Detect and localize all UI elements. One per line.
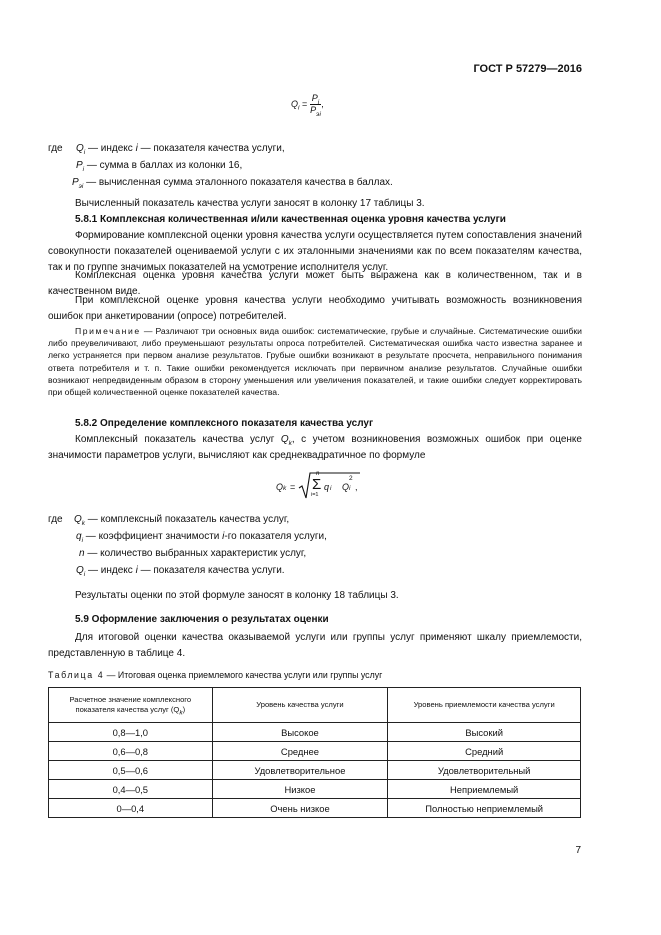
paragraph-4: При комплексной оценке уровня качества услуги необходимо учитывать возможность возникновения ошибок при анкетировании (опросе) потребителей. bbox=[48, 295, 582, 322]
note-label: Примечание bbox=[75, 326, 141, 336]
table-cell: 0,6—0,8 bbox=[49, 742, 213, 761]
paragraph-1: Вычисленный показатель качества услуги заносят в колонку 17 таблицы 3. bbox=[75, 198, 425, 209]
table-cell: Высокое bbox=[212, 723, 388, 742]
formula-1-den: P bbox=[310, 105, 317, 115]
table-cell: Очень низкое bbox=[212, 799, 388, 818]
table-header-cell: Уровень качества услуги bbox=[212, 688, 388, 723]
table-row bbox=[49, 742, 581, 761]
page-number: 7 bbox=[575, 845, 581, 856]
table-cell: Удовлетворительное bbox=[212, 761, 388, 780]
table-cell: Средний bbox=[388, 742, 581, 761]
formula-1-num-sub: i bbox=[317, 98, 320, 106]
table-cell: Неприемлемый bbox=[388, 780, 581, 799]
heading-5-8-2: 5.8.2 Определение комплексного показателя качества услуг bbox=[75, 418, 374, 429]
acceptability-table bbox=[48, 687, 581, 818]
table-caption-text: — Итоговая оценка приемлемого качества услуги или группы услуг bbox=[104, 670, 383, 680]
table-row bbox=[49, 761, 581, 780]
formula-1-lhs: Q bbox=[291, 98, 299, 109]
legend-2-row-4: $Q_i$ — индекс i — показателя качества услуги. bbox=[76, 565, 285, 578]
table-cell: Низкое bbox=[212, 780, 388, 799]
formula-1-num: P bbox=[311, 93, 318, 103]
formula-1-fraction bbox=[310, 93, 321, 116]
legend-1-row-3: $P_{эi}$ — вычисленная сумма эталонного показателя качества в баллах. bbox=[72, 177, 393, 190]
table-header-cell: Расчетное значение комплексного показателя качества услуг $(Q_k)$ bbox=[49, 688, 213, 723]
paragraph-2: Формирование комплексной оценки уровня качества услуги осуществляется путем сопоставления значений совокупности показателей оцениваемой услуги с их эталонными значениями как по всем показателям качества, так и по группе значимых показателей на усмотрение исполнителя услуг. bbox=[48, 230, 582, 273]
paragraph-3: Комплексная оценка уровня качества услуги может быть выражена как в количественном, так и в качественном виде. bbox=[48, 270, 582, 297]
sum-symbol: Σ bbox=[312, 476, 322, 493]
formula-1-tail: , bbox=[321, 98, 324, 109]
legend-2-row-3: n — количество выбранных характеристик услуг, bbox=[79, 548, 307, 559]
table-header-cell: Уровень приемлемости качества услуги bbox=[388, 688, 581, 723]
formula-1-den-sub: эi bbox=[316, 110, 321, 118]
table-cell: Полностью неприемлемый bbox=[388, 799, 581, 818]
table-caption bbox=[48, 670, 382, 680]
legend-1-row-2: $P_i$ — сумма в баллах из колонки 16, bbox=[76, 160, 243, 173]
table-cell: 0,5—0,6 bbox=[49, 761, 213, 780]
table-cell: 0—0,4 bbox=[49, 799, 213, 818]
table-row bbox=[49, 723, 581, 742]
table-row bbox=[49, 799, 581, 818]
formula-1 bbox=[291, 93, 324, 116]
standard-header: ГОСТ Р 57279—2016 bbox=[473, 63, 582, 75]
legend-prefix: где bbox=[48, 143, 63, 154]
legend-2-row-2: $q_i$ — коэффициент значимости i-го показателя услуги, bbox=[76, 531, 327, 544]
table-header-row bbox=[49, 688, 581, 723]
heading-5-8-1: 5.8.1 Комплексная количественная и/или качественная оценка уровня качества услуги bbox=[75, 214, 506, 225]
table-row bbox=[49, 780, 581, 799]
table-cell: Среднее bbox=[212, 742, 388, 761]
legend-2-row-1: где $Q_k$ — комплексный показатель качества услуг, bbox=[48, 514, 290, 527]
note bbox=[48, 325, 582, 398]
table-cell: Высокий bbox=[388, 723, 581, 742]
heading-5-9: 5.9 Оформление заключения о результатах оценки bbox=[75, 614, 329, 625]
table-cell: 0,8—1,0 bbox=[49, 723, 213, 742]
note-text: — Различают три основных вида ошибок: систематические, грубые и случайные. Систематические ошибки либо преувеличивают, либо преуменьшают результаты опроса потребителей. Систематическая ошибка часто известна заранее и легко устраняется при первом анализе результатов. Грубые ошибки возникают в результате просчета, неправильного понимания ответа потребителя и т. п. Такие ошибки рекомендуется исключать при первичном анализе результатов. Случайные ошибки возникают непредвиденным образом в сторону уменьшения или увеличения показателей, и такие ошибки следует корректировать при общей количественной оценке показателей качества. bbox=[48, 326, 582, 398]
legend-1-row-1: где $Q_i$ — индекс i — показателя качества услуги, bbox=[48, 143, 285, 156]
formula-1-lhs-sub: i bbox=[298, 104, 300, 112]
table-cell: 0,4—0,5 bbox=[49, 780, 213, 799]
table-caption-label: Таблица 4 bbox=[48, 670, 105, 680]
paragraph-7: Для итоговой оценки качества оказываемой услуги или группы услуг применяют шкалу приемлемости, представленную в таблице 4. bbox=[48, 632, 582, 659]
formula-1-eq: = bbox=[301, 98, 308, 109]
paragraph-5: Комплексный показатель качества услуг $Q_k$, с учетом возникновения возможных ошибок при оценке значимости параметров услуги, вычисляют как среднеквадратичное по формуле bbox=[48, 434, 582, 461]
paragraph-6: Результаты оценки по этой формуле заносят в колонку 18 таблицы 3. bbox=[75, 590, 399, 601]
table-cell: Удовлетворительный bbox=[388, 761, 581, 780]
